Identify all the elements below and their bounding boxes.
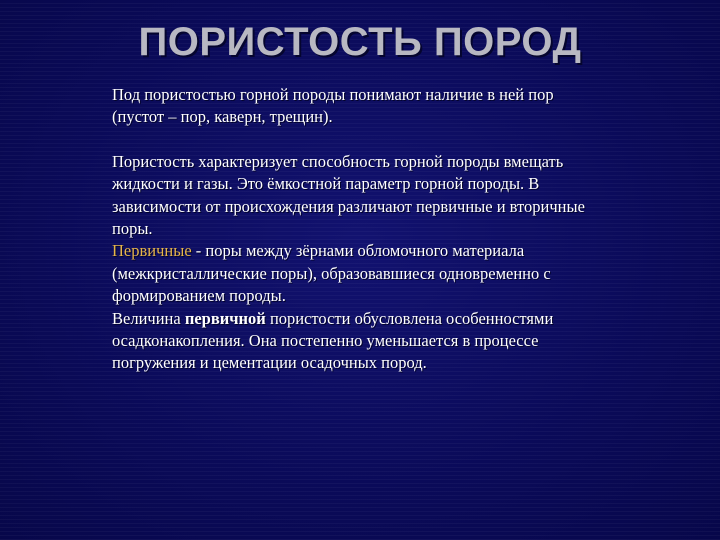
slide-body [112, 84, 590, 375]
paragraph4-start: Величина [112, 308, 185, 328]
paragraph-primary-pores [112, 240, 590, 307]
paragraph-primary-porosity [112, 308, 590, 375]
paragraph-definition: Под пористостью горной породы понимают наличие в ней пор (пустот – пор, каверн, трещин). [112, 85, 554, 127]
paragraph-characteristics: Пористость характеризует способность горной породы вмещать жидкости и газы. Это ёмкостной параметр горной породы. В зависимости от происхождения различают первичные и вторичные поры. [112, 151, 585, 239]
paragraph4-end: пористости обусловлена особенностями осадконакопления. Она постепенно уменьшается в процессе погружения и цементации осадочных пород. [112, 308, 554, 373]
primary-definition: - поры между зёрнами обломочного материала (межкристаллические поры), образовавшиеся одновременно с формированием породы. [112, 241, 551, 306]
paragraph4-bold: первичной [184, 308, 266, 328]
paragraph-gap [112, 129, 590, 151]
slide-title: ПОРИСТОСТЬ ПОРОД [138, 20, 582, 64]
primary-term: Первичные [112, 241, 192, 261]
